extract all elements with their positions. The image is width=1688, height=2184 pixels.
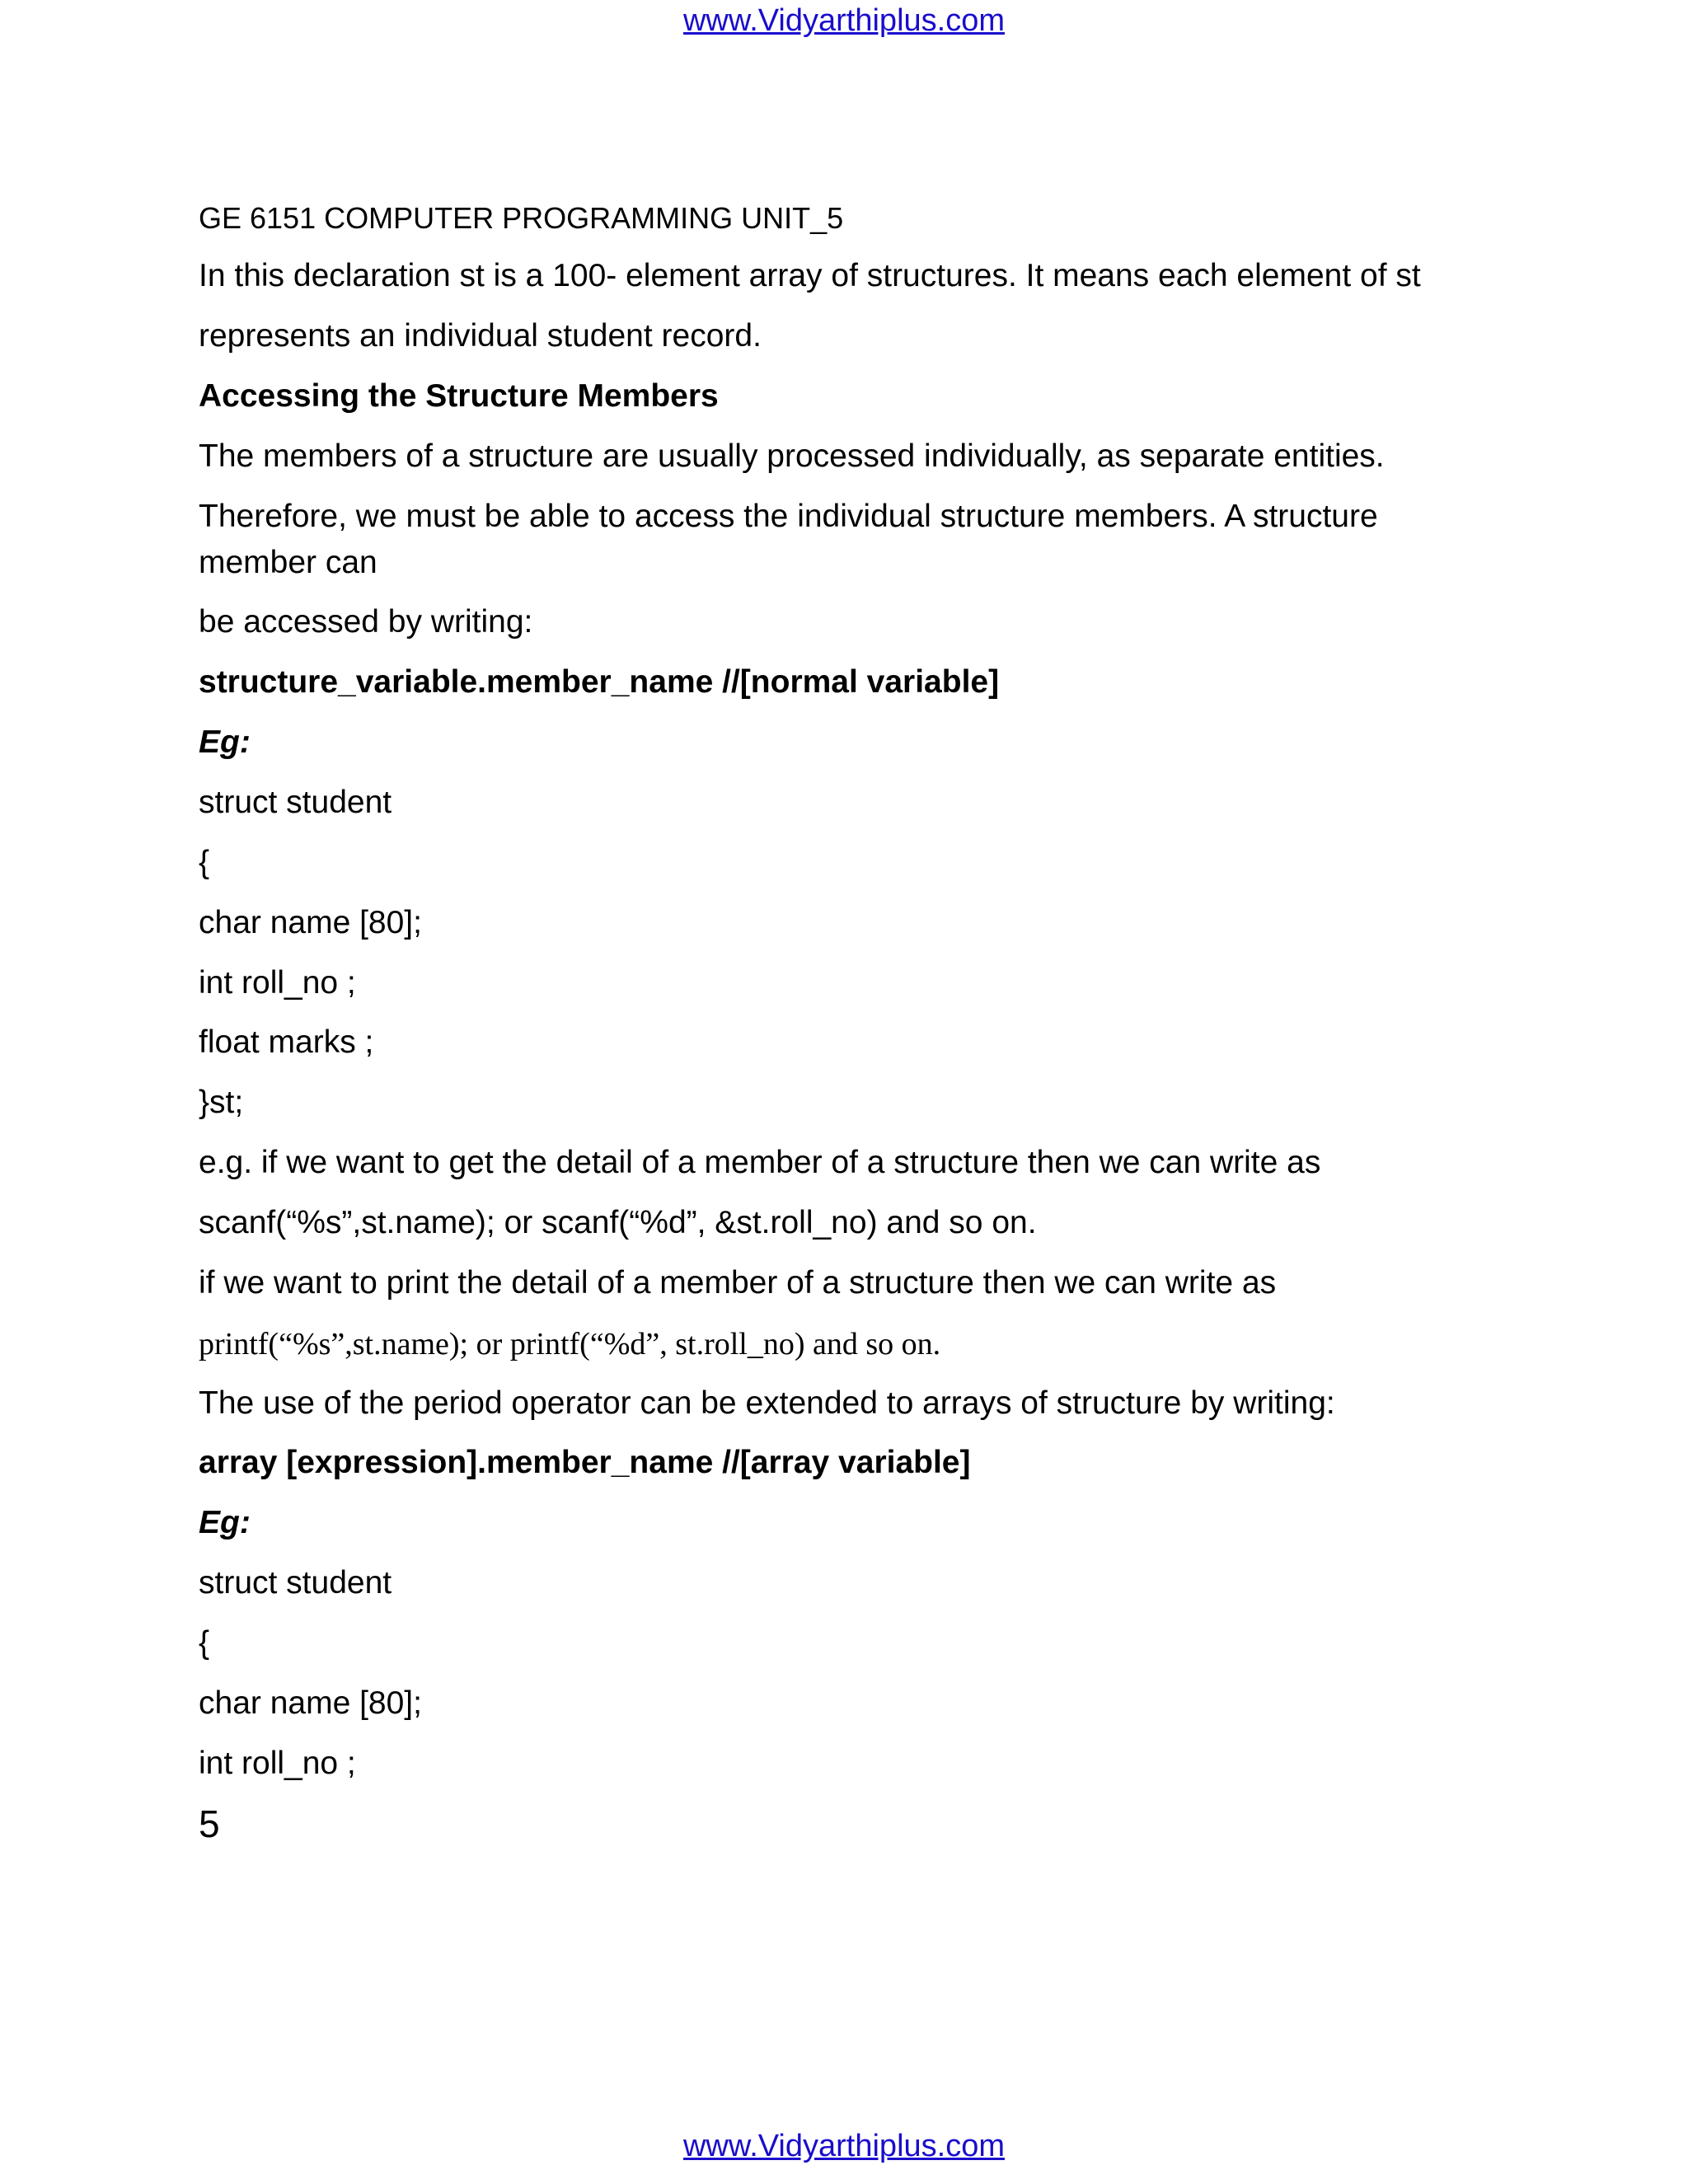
paragraph-line: The members of a structure are usually processed individually, as separate entities. — [199, 438, 1385, 474]
syntax-line: structure_variable.member_name //[normal variable] — [199, 664, 1000, 700]
code-line: char name [80]; — [199, 905, 422, 940]
syntax-line: array [expression].member_name //[array variable] — [199, 1445, 971, 1480]
site-link-top[interactable]: www.Vidyarthiplus.com — [682, 3, 1005, 38]
site-link-bottom[interactable]: www.Vidyarthiplus.com — [682, 2129, 1005, 2163]
document-header: GE 6151 COMPUTER PROGRAMMING UNIT_5 — [199, 201, 844, 235]
example-label: Eg: — [199, 1505, 251, 1540]
paragraph-line: scanf(“%s”,st.name); or scanf(“%d”, &st.roll_no) and so on. — [199, 1205, 1037, 1240]
paragraph-line: The use of the period operator can be extended to arrays of structure by writing: — [199, 1385, 1335, 1421]
code-line: int roll_no ; — [199, 1746, 356, 1781]
code-line: }st; — [199, 1085, 244, 1120]
paragraph-line: member can — [199, 545, 377, 580]
paragraph-line: Therefore, we must be able to access the individual structure members. A structure — [199, 499, 1378, 534]
code-line: struct student — [199, 785, 392, 820]
paragraph-line: In this declaration st is a 100- element array of structures. It means each element of st — [199, 258, 1421, 293]
code-line: float marks ; — [199, 1024, 374, 1060]
code-line: { — [199, 845, 210, 880]
section-heading: Accessing the Structure Members — [199, 378, 719, 414]
paragraph-line: if we want to print the detail of a member of a structure then we can write as — [199, 1265, 1277, 1301]
paragraph-line: e.g. if we want to get the detail of a member of a structure then we can write as — [199, 1145, 1321, 1180]
paragraph-line: printf(“%s”,st.name); or printf(“%d”, st.roll_no) and so on. — [199, 1327, 941, 1361]
paragraph-line: be accessed by writing: — [199, 604, 533, 640]
code-line: int roll_no ; — [199, 965, 356, 1001]
page-number: 5 — [199, 1802, 220, 1845]
code-line: char name [80]; — [199, 1685, 422, 1721]
code-line: struct student — [199, 1565, 392, 1601]
example-label: Eg: — [199, 724, 251, 760]
code-line: { — [199, 1625, 210, 1661]
paragraph-line: represents an individual student record. — [199, 318, 762, 354]
